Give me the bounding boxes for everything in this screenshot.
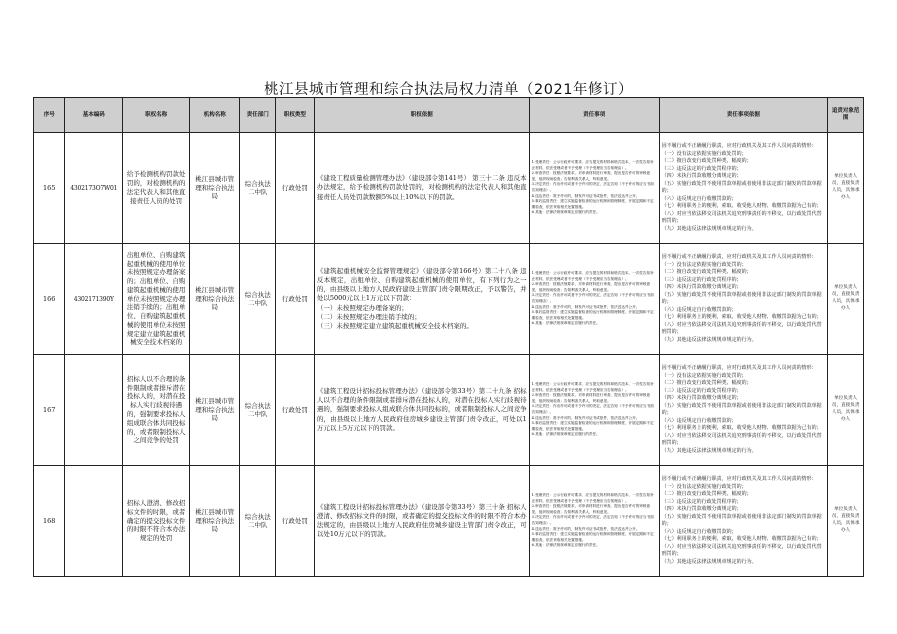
row-duty-basis: [659, 355, 828, 466]
row-basis: [314, 355, 529, 466]
duty-basis-item: （一）没有法定依据实施行政处罚的；: [661, 372, 747, 379]
duty-basis-item: （二）擅自改变行政处罚种类、幅度的；: [661, 269, 752, 275]
duty-basis-item: （二）擅自改变行政处罚种类、幅度的；: [661, 380, 752, 386]
duty-basis-item: （三）违反法定的行政处罚程序的；: [661, 276, 742, 283]
duty-basis-item: （二）擅自改变行政处罚种类、幅度的；: [661, 158, 752, 164]
row-code: [65, 466, 123, 577]
duty-item: 2.审查责任：按照法规要求，对申请材料进行审查，提出是否许可的审核意见，组织现场检查；告知利害关系人，听取意见。: [531, 504, 651, 514]
duty-item: 5.事后监管责任：建立实施监督检查的运行机制和管理制度，开展定期和不定期检查，依法采取相关处置措施。: [531, 199, 654, 209]
header-duty-basis: 责任事项依据: [659, 98, 828, 133]
row-seq: 166: [34, 244, 65, 355]
duty-basis-item: （一）没有法定依据实施行政处罚的；: [661, 261, 747, 268]
duty-basis-item: （三）违反法定的行政处罚程序的；: [661, 387, 742, 394]
row-type: 行政处罚: [276, 466, 315, 577]
table-row: [34, 133, 864, 244]
duty-item: 6.其他：法律法规规章规定应履行的责任。: [531, 321, 600, 326]
duty-basis-item: （九）其他违反法律法规规章规定的行为。: [661, 336, 757, 343]
duty-basis-item: （七）利用职务上的便利，索取、收受他人财物、收缴罚款据为己有的；: [661, 425, 822, 431]
table-row: [34, 355, 864, 466]
duty-item: 5.事后监管责任：建立实施监督检查的运行机制和管理制度，开展定期和不定期检查，依法采取相关处置措施。: [531, 532, 654, 542]
duty-basis-item: （四）未执行罚款收缴分离规定的；: [661, 284, 742, 290]
duty-item: 6.其他：法律法规规章规定应履行的责任。: [531, 432, 600, 437]
duty-item: 5.事后监管责任：建立实施监督检查的运行机制和管理制度，开展定期和不定期检查，依法采取相关处置措施。: [531, 421, 654, 431]
row-basis: [314, 466, 529, 577]
duty-basis-item: （五）实施行政处罚不使用罚款单据或者使用非法定部门制发的罚款单据的；: [661, 291, 822, 305]
row-duty-basis: [659, 466, 828, 577]
duty-basis-item: （九）其他违反法律法规规章规定的行为。: [661, 447, 757, 454]
duty-basis-item: （五）实施行政处罚不使用罚款单据或者使用非法定部门制发的罚款单据的；: [661, 513, 822, 527]
basis-paragraph: 《建筑工程设计招标投标管理办法》（建设部令第33号）第二十九条 招标人以不合理的条件限制或者排斥潜在投标人的，对潜在投标人实行歧视待遇的，强制要求投标人组成联合体共同投标的，或者限制投标人之间竞争的，由县级以上地方人民政府住房城乡建设主管部门责令改正，可处以1万元以上5万元以下的罚款。: [316, 387, 527, 432]
row-dept: 综合执法二中队: [240, 244, 276, 355]
row-code: [65, 355, 123, 466]
row-power-name: 招标人以不合理的条件限制或者排斥潜在投标人的，对潜在投标人实行歧视待遇的，强制要求投标人组成联合体共同投标的，或者限制投标人之间竞争的处罚: [123, 355, 190, 466]
row-duty: [529, 355, 659, 466]
duty-basis-item: 因不履行或不正确履行职责，应对行政机关及其工作人员问责的情形：: [661, 365, 817, 371]
header-duty: 责任事项: [529, 98, 659, 133]
duty-item: 1.受理责任：公示行政许可要求、应当提交的材料和格式范本，一次性告知补正材料，依法受理或者不予受理（不予受理应当告知理由）。: [531, 160, 654, 170]
duty-basis-item: （六）违反规定自行收缴罚款的；: [661, 528, 737, 535]
duty-basis-item: 因不履行或不正确履行职责，应对行政机关及其工作人员问责的情形：: [661, 476, 817, 482]
duty-basis-item: 因不履行或不正确履行职责，应对行政机关及其工作人员问责的情形：: [661, 143, 817, 149]
row-power-name: 出租单位、自购建筑起重机械的使用单位未按照规定办理备案的；出租单位、自购建筑起重机械的使用单位未按照规定办理注销手续的；出租单位、自购建筑起重机械的使用单位未按照规定建立建筑起重机械安全技术档案的: [123, 244, 190, 355]
duty-basis-item: （三）违反法定的行政处罚程序的；: [661, 165, 742, 172]
duty-basis-item: （八）对应当依法移交司法机关追究刑事责任的不移交，以行政处罚代替刑罚的；: [661, 543, 822, 557]
row-code: 4302171390Y: [65, 244, 123, 355]
duty-basis-item: 因不履行或不正确履行职责，应对行政机关及其工作人员问责的情形：: [661, 254, 817, 260]
duty-basis-item: （九）其他违反法律法规规章规定的行为。: [661, 225, 757, 232]
duty-item: 1.受理责任：公示行政许可要求、应当提交的材料和格式范本，一次性告知补正材料，依法受理或者不予受理（不予受理应当告知理由）。: [531, 493, 654, 503]
basis-paragraph: （三）未按照规定建立建筑起重机械安全技术档案的。: [316, 321, 473, 330]
duty-basis-item: （七）利用职务上的便利，索取、收受他人财物、收缴罚款据为己有的；: [661, 536, 822, 542]
duty-item: 4.送达责任：准予许可的，制发许可证书或批件，依法送达并公开。: [531, 526, 640, 531]
duty-basis-item: （二）擅自改变行政处罚种类、幅度的；: [661, 491, 752, 497]
duty-item: 3.决定责任：作出许可或者不予许可的决定，法定告知（不予许可的应当书面告知理由）。: [531, 404, 654, 414]
basis-paragraph: （一）未按照规定办理备案的；: [316, 303, 408, 312]
row-basis: [314, 244, 529, 355]
table-row: [34, 244, 864, 355]
basis-paragraph: 《建设工程质量检测管理办法》（建设部令第141号） 第三十二条 违反本办法规定，给予检测机构罚款处罚的，对检测机构的法定代表人和其他直接责任人员处罚款数额5%以上10%以下的罚款。: [316, 174, 527, 201]
power-list-table: [33, 97, 864, 577]
duty-item: 1.受理责任：公示行政许可要求、应当提交的材料和格式范本，一次性告知补正材料，依法受理或者不予受理（不予受理应当告知理由）。: [531, 271, 654, 281]
duty-basis-item: （五）实施行政处罚不使用罚款单据或者使用非法定部门制发的罚款单据的；: [661, 180, 822, 194]
row-dept: 综合执法二中队: [240, 355, 276, 466]
header-seq: 序号: [34, 98, 65, 133]
basis-paragraph: （二）未按照规定办理注销手续的；: [316, 312, 421, 321]
row-basis: [314, 133, 529, 244]
duty-basis-item: （九）其他违反法律法规规章规定的行为。: [661, 558, 757, 565]
header-dept: 责任部门: [240, 98, 276, 133]
header-org: 机构名称: [190, 98, 240, 133]
duty-item: 4.送达责任：准予许可的，制发许可证书或批件，依法送达并公开。: [531, 415, 640, 420]
row-seq: 168: [34, 466, 65, 577]
header-name: 职权名称: [123, 98, 190, 133]
row-dept: 综合执法二中队: [240, 133, 276, 244]
duty-basis-item: （七）利用职务上的便利，索取、收受他人财物、收缴罚款据为己有的；: [661, 203, 822, 209]
row-duty-basis: [659, 133, 828, 244]
duty-basis-item: （四）未执行罚款收缴分离规定的；: [661, 506, 742, 512]
document-title: 桃江县城市管理和综合执法局权力清单（2021年修订）: [264, 82, 633, 98]
duty-item: 3.决定责任：作出许可或者不予许可的决定，法定告知（不予许可的应当书面告知理由）。: [531, 515, 654, 525]
duty-basis-item: （六）违反规定自行收缴罚款的；: [661, 195, 737, 202]
row-duty: [529, 133, 659, 244]
table-row: [34, 466, 864, 577]
duty-item: 3.决定责任：作出许可或者不予许可的决定，法定告知（不予许可的应当书面告知理由）。: [531, 182, 654, 192]
row-duty-basis: [659, 244, 828, 355]
header-basis: 职权依据: [314, 98, 529, 133]
duty-basis-item: （四）未执行罚款收缴分离规定的；: [661, 395, 742, 401]
row-type: 行政处罚: [276, 244, 315, 355]
basis-paragraph: 《建筑起重机械安全监督管理规定》（建设部令第166号）第二十八条 违反本规定，出租单位、自购建筑起重机械的使用单位，有下列行为之一的，由县级以上地方人民政府建设主管部门责令限期改正，予以警告，并处以5000元以上1万元以下罚款：: [316, 267, 527, 303]
header-scope: 追责对象范围: [828, 98, 864, 133]
row-dept: 综合执法二中队: [240, 466, 276, 577]
duty-item: 4.送达责任：准予许可的，制发许可证书或批件，依法送达并公开。: [531, 193, 640, 198]
row-org: 桃江县城市管理和综合执法局: [190, 466, 240, 577]
row-duty: [529, 244, 659, 355]
row-type: 行政处罚: [276, 133, 315, 244]
duty-item: 2.审查责任：按照法规要求，对申请材料进行审查，提出是否许可的审核意见，组织现场检查；告知利害关系人，听取意见。: [531, 171, 651, 181]
row-seq: 165: [34, 133, 65, 244]
duty-basis-item: （一）没有法定依据实施行政处罚的；: [661, 150, 747, 157]
duty-basis-item: （七）利用职务上的便利，索取、收受他人财物、收缴罚款据为己有的；: [661, 314, 822, 320]
row-code: 4302173O7W01: [65, 133, 123, 244]
duty-item: 6.其他：法律法规规章规定应履行的责任。: [531, 210, 600, 215]
duty-item: 3.决定责任：作出许可或者不予许可的决定，法定告知（不予许可的应当书面告知理由）。: [531, 293, 654, 303]
duty-basis-item: （六）违反规定自行收缴罚款的；: [661, 306, 737, 313]
duty-basis-item: （八）对应当依法移交司法机关追究刑事责任的不移交，以行政处罚代替刑罚的；: [661, 210, 822, 224]
duty-item: 2.审查责任：按照法规要求，对申请材料进行审查，提出是否许可的审核意见，组织现场检查；告知利害关系人，听取意见。: [531, 393, 651, 403]
duty-item: 1.受理责任：公示行政许可要求、应当提交的材料和格式范本，一次性告知补正材料，依法受理或者不予受理（不予受理应当告知理由）。: [531, 382, 654, 392]
header-code: 基本编码: [65, 98, 123, 133]
duty-basis-item: （八）对应当依法移交司法机关追究刑事责任的不移交，以行政处罚代替刑罚的；: [661, 321, 822, 335]
header-row: [34, 98, 864, 133]
row-seq: 167: [34, 355, 65, 466]
row-scope: 单位负责人员，直接负责人员，具体承办人: [828, 355, 864, 466]
duty-item: 4.送达责任：准予许可的，制发许可证书或批件，依法送达并公开。: [531, 304, 640, 309]
row-scope: 单位负责人员，直接负责人员，具体承办人: [828, 133, 864, 244]
row-scope: 单位负责人员，直接负责人员，具体承办人: [828, 244, 864, 355]
duty-item: 6.其他：法律法规规章规定应履行的责任。: [531, 543, 600, 548]
header-type: 职权类型: [276, 98, 315, 133]
row-org: 桃江县城市管理和综合执法局: [190, 244, 240, 355]
basis-paragraph: 《建筑工程设计招标投标管理办法》（建设部令第33号）第三十条 招标人澄清、修改招标文件的时限，或者确定的提交投标文件的时限不符合本办法规定的，由县级以上地方人民政府住房城乡建设主管部门责令改正，可以处10万元以下的罚款。: [316, 502, 527, 539]
duty-basis-item: （六）违反规定自行收缴罚款的；: [661, 417, 737, 424]
duty-item: 2.审查责任：按照法规要求，对申请材料进行审查，提出是否许可的审核意见，组织现场检查；告知利害关系人，听取意见。: [531, 282, 651, 292]
duty-item: 5.事后监管责任：建立实施监督检查的运行机制和管理制度，开展定期和不定期检查，依法采取相关处置措施。: [531, 310, 654, 320]
row-power-name: 给予检测机构罚款处罚的，对检测机构的法定代表人和其他直接责任人员的处罚: [123, 133, 190, 244]
row-type: 行政处罚: [276, 355, 315, 466]
duty-basis-item: （一）没有法定依据实施行政处罚的；: [661, 483, 747, 490]
duty-basis-item: （三）违反法定的行政处罚程序的；: [661, 498, 742, 505]
row-org: 桃江县城市管理和综合执法局: [190, 133, 240, 244]
row-scope: 单位负责人员，直接负责人员，具体承办人: [828, 466, 864, 577]
duty-basis-item: （五）实施行政处罚不使用罚款单据或者使用非法定部门制发的罚款单据的；: [661, 402, 822, 416]
row-duty: [529, 466, 659, 577]
duty-basis-item: （八）对应当依法移交司法机关追究刑事责任的不移交，以行政处罚代替刑罚的；: [661, 432, 822, 446]
duty-basis-item: （四）未执行罚款收缴分离规定的；: [661, 173, 742, 179]
row-power-name: 招标人澄清、修改招标文件的时限，或者确定的提交投标文件的时限不符合本办法规定的处罚: [123, 466, 190, 577]
row-org: 桃江县城市管理和综合执法局: [190, 355, 240, 466]
